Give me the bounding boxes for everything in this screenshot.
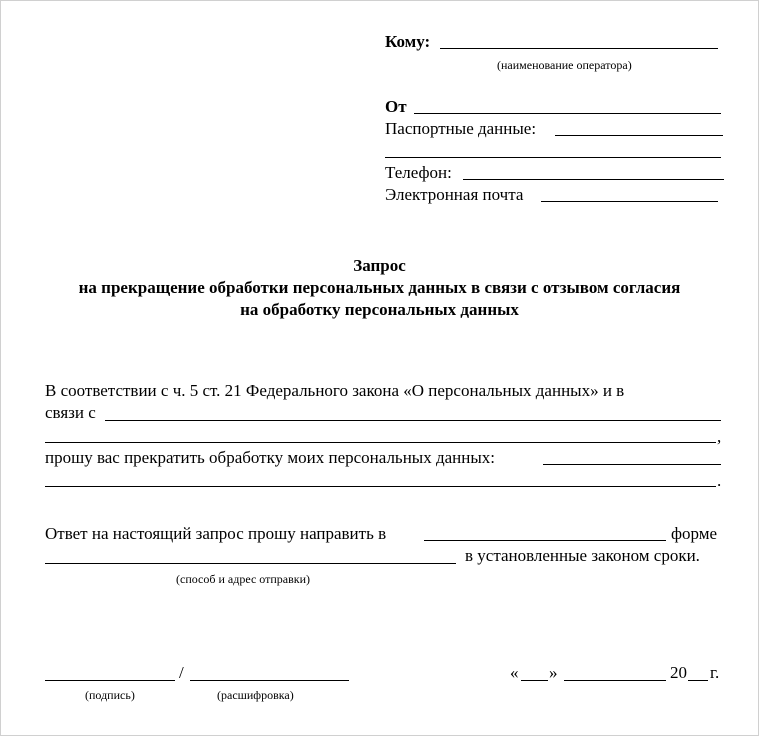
reason-field-line2[interactable]	[45, 442, 716, 443]
signature-slash: /	[179, 663, 184, 682]
decoding-field[interactable]	[190, 680, 349, 681]
year-suffix: г.	[710, 663, 720, 682]
paragraph1-line1: В соответствии с ч. 5 ст. 21 Федерального закона «О персональных данных» и в	[45, 381, 625, 400]
paragraph1-reason-prefix: связи с	[45, 403, 96, 422]
to-hint: (наименование оператора)	[497, 58, 632, 72]
data-list-field-line2[interactable]	[45, 486, 716, 487]
to-field[interactable]	[440, 48, 718, 49]
period: .	[717, 471, 722, 490]
to-label: Кому:	[385, 32, 431, 51]
paragraph2-prefix: Ответ на настоящий запрос прошу направить в	[45, 524, 387, 543]
reason-field[interactable]	[105, 420, 721, 421]
comma: ,	[717, 427, 722, 446]
passport-field-line2[interactable]	[385, 157, 721, 158]
email-field[interactable]	[541, 201, 718, 202]
signature-hint: (подпись)	[85, 688, 135, 702]
document-subtitle-line2: на обработку персональных данных	[240, 300, 519, 319]
paragraph2-form-word: форме	[671, 524, 718, 543]
delivery-address-field[interactable]	[45, 563, 456, 564]
date-open-quote: «	[510, 663, 519, 682]
phone-field[interactable]	[463, 179, 724, 180]
response-form-field[interactable]	[424, 540, 666, 541]
passport-label: Паспортные данные:	[385, 119, 537, 138]
year-field[interactable]	[688, 680, 708, 681]
paragraph1-request: прошу вас прекратить обработку моих персональных данных:	[45, 448, 495, 467]
paragraph2-suffix: в установленные законом сроки.	[465, 546, 700, 565]
signature-field[interactable]	[45, 680, 175, 681]
month-field[interactable]	[564, 680, 666, 681]
phone-label: Телефон:	[385, 163, 452, 182]
from-field[interactable]	[414, 113, 721, 114]
date-close-quote: »	[549, 663, 558, 682]
day-field[interactable]	[521, 680, 548, 681]
email-label: Электронная почта	[385, 185, 524, 204]
decoding-hint: (расшифровка)	[217, 688, 294, 702]
document-subtitle-line1: на прекращение обработки персональных данных в связи с отзывом согласия	[78, 278, 681, 297]
data-list-field[interactable]	[543, 464, 721, 465]
year-prefix: 20	[670, 663, 687, 682]
passport-field[interactable]	[555, 135, 723, 136]
document-title: Запрос	[353, 256, 406, 275]
delivery-address-hint: (способ и адрес отправки)	[176, 572, 311, 586]
from-label: От	[385, 97, 407, 116]
